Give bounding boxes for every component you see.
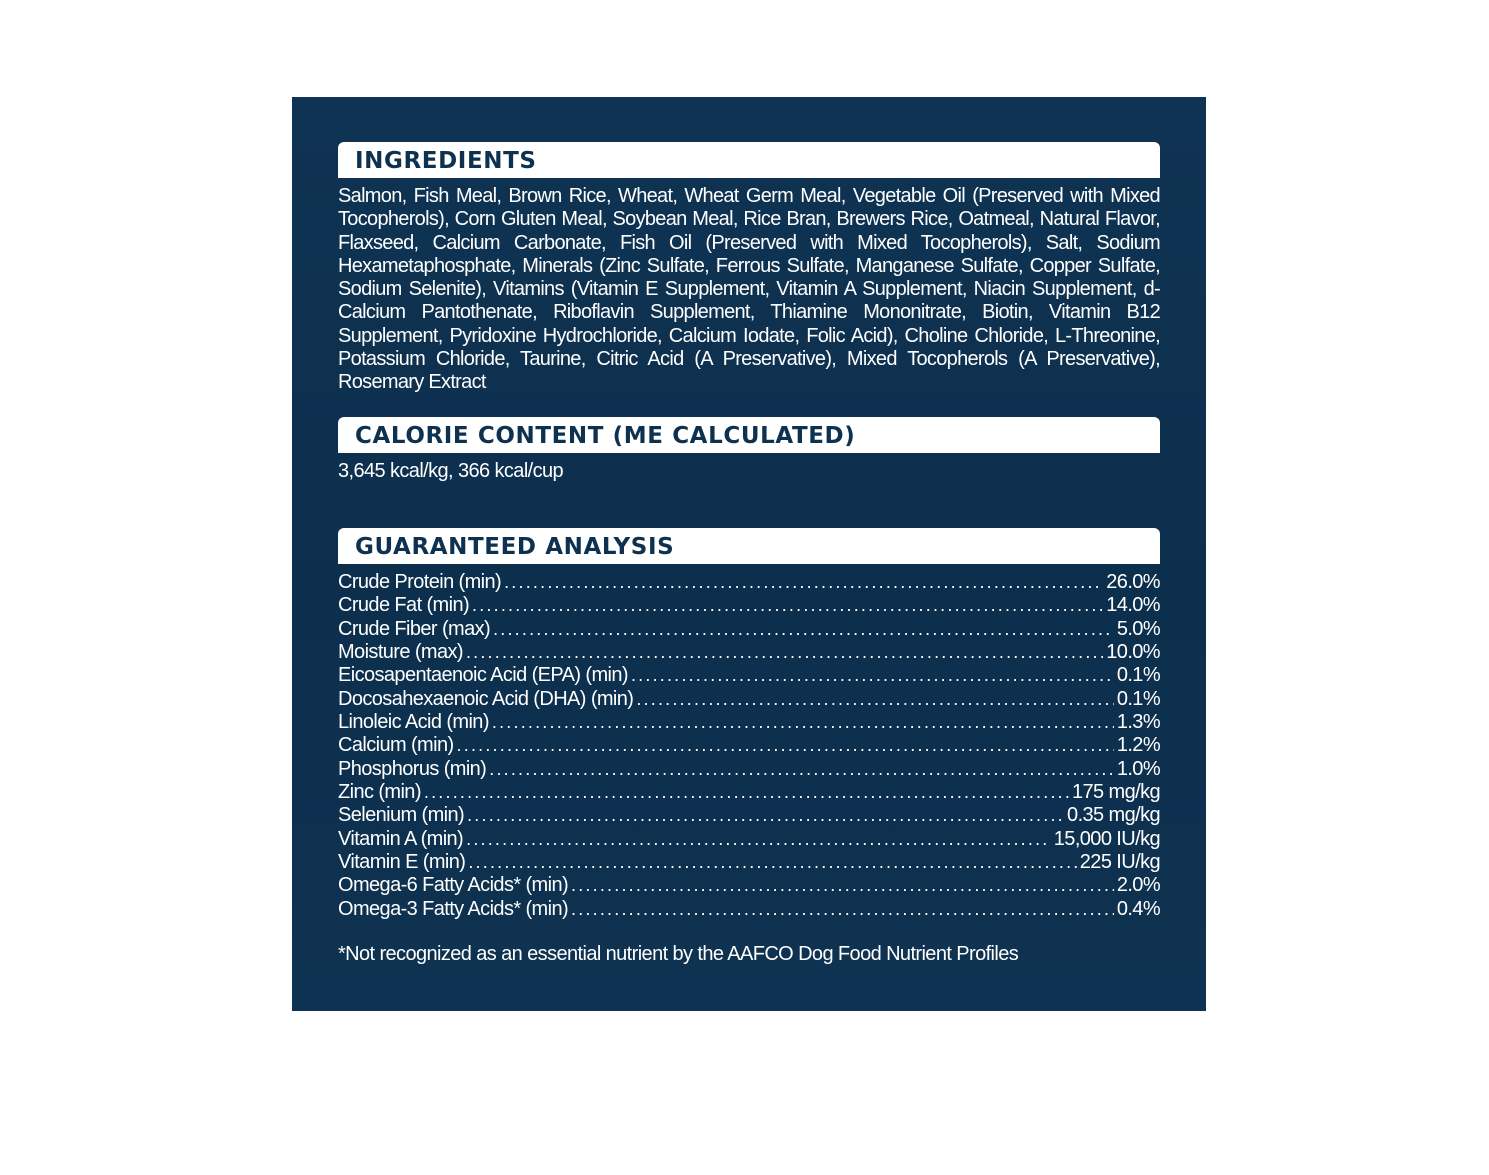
analysis-row [338, 641, 1160, 664]
dot-leader [466, 641, 1103, 664]
analysis-value: 26.0% [1106, 571, 1160, 593]
analysis-row [338, 734, 1160, 757]
analysis-label: Selenium (min) [338, 804, 465, 827]
analysis-label: Linoleic Acid (min) [338, 711, 489, 734]
analysis-value: 1.0% [1116, 757, 1160, 780]
ingredients-text: Salmon, Fish Meal, Brown Rice, Wheat, Wheat Germ Meal, Vegetable Oil (Preserved with Mixed Tocopherols), Corn Gluten Meal, Soybean Meal, Rice Bran, Brewers Rice, Oatmeal, Natural Flavor, Flaxseed, Calcium Carbonate, Fish Oil (Preserved with Mixed Tocopherols), Salt, Sodium Hexametaphosphate, Minerals (Zinc Sulfate, Ferrous Sulfate, Manganese Sulfate, Copper Sulfate, Sodium Selenite), Vitamins (Vitamin E Supplement, Vitamin A Supplement, Niacin Supplement, d-Calcium Pantothenate, Riboflavin Supplement, Thiamine Mononitrate, Biotin, Vitamin B12 Supplement, Pyridoxine Hydrochloride, Calcium Iodate, Folic Acid), Choline Chloride, L-Threonine, Potassium Chloride, Taurine, Citric Acid (A Preservative), Mixed Tocopherols (A Preservative), Rosemary Extract [338, 185, 1160, 394]
analysis-value: 0.4% [1116, 897, 1160, 920]
dot-leader [571, 898, 1114, 921]
analysis-row [338, 851, 1160, 874]
analysis-row [338, 594, 1160, 617]
analysis-row [338, 618, 1160, 641]
analysis-value: 175 mg/kg [1072, 781, 1160, 804]
analysis-label: Calcium (min) [338, 734, 454, 757]
dot-leader [457, 734, 1114, 757]
analysis-value: 15,000 IU/kg [1053, 827, 1160, 850]
dot-leader [571, 874, 1114, 897]
dot-leader [424, 781, 1069, 804]
dot-leader [489, 758, 1114, 781]
analysis-value: 0.35 mg/kg [1067, 804, 1160, 827]
analysis-row [338, 898, 1160, 921]
analysis-label: Zinc (min) [338, 781, 421, 804]
dot-leader [468, 851, 1076, 874]
analysis-row [338, 874, 1160, 897]
analysis-row [338, 804, 1160, 827]
analysis-value: 2.0% [1116, 874, 1160, 897]
footnote: *Not recognized as an essential nutrient by the AAFCO Dog Food Nutrient Profiles [338, 943, 1019, 965]
analysis-label: Phosphorus (min) [338, 757, 487, 780]
analysis-value: 14.0% [1106, 594, 1160, 617]
dot-leader [467, 804, 1064, 827]
analysis-label: Crude Fat (min) [338, 594, 470, 617]
analysis-row [338, 571, 1160, 594]
analysis-value: 0.1% [1116, 687, 1160, 710]
analysis-value: 1.2% [1116, 734, 1160, 757]
dot-leader [636, 688, 1113, 711]
analysis-label: Moisture (max) [338, 641, 463, 664]
analysis-value: 5.0% [1116, 617, 1160, 640]
analysis-label: Omega-6 Fatty Acids* (min) [338, 874, 569, 897]
analysis-value: 225 IU/kg [1079, 851, 1160, 874]
analysis-label: Docosahexaenoic Acid (DHA) (min) [338, 687, 634, 710]
dot-leader [504, 571, 1103, 594]
analysis-value: 0.1% [1116, 664, 1160, 687]
ingredients-section [338, 142, 1160, 395]
analysis-row [338, 664, 1160, 687]
ingredients-heading: INGREDIENTS [338, 142, 1160, 178]
analysis-label: Vitamin A (min) [338, 827, 464, 850]
analysis-label: Crude Protein (min) [338, 571, 502, 593]
analysis-heading: GUARANTEED ANALYSIS [338, 528, 1160, 564]
analysis-list [338, 571, 1160, 921]
dot-leader [472, 594, 1103, 617]
analysis-label: Vitamin E (min) [338, 851, 466, 874]
dot-leader [493, 618, 1114, 641]
analysis-row [338, 781, 1160, 804]
analysis-section [338, 528, 1160, 921]
analysis-label: Eicosapentaenoic Acid (EPA) (min) [338, 664, 628, 687]
calorie-section [338, 417, 1160, 483]
analysis-row [338, 688, 1160, 711]
analysis-row [338, 758, 1160, 781]
dot-leader [492, 711, 1114, 734]
analysis-row [338, 828, 1160, 851]
calorie-heading: CALORIE CONTENT (ME CALCULATED) [338, 417, 1160, 453]
calorie-text: 3,645 kcal/kg, 366 kcal/cup [338, 460, 564, 482]
analysis-label: Omega-3 Fatty Acids* (min) [338, 897, 569, 920]
analysis-row [338, 711, 1160, 734]
analysis-label: Crude Fiber (max) [338, 617, 491, 640]
nutrition-panel [292, 97, 1206, 1011]
dot-leader [466, 828, 1051, 851]
analysis-value: 1.3% [1116, 711, 1160, 734]
dot-leader [631, 664, 1114, 687]
analysis-value: 10.0% [1106, 641, 1160, 664]
